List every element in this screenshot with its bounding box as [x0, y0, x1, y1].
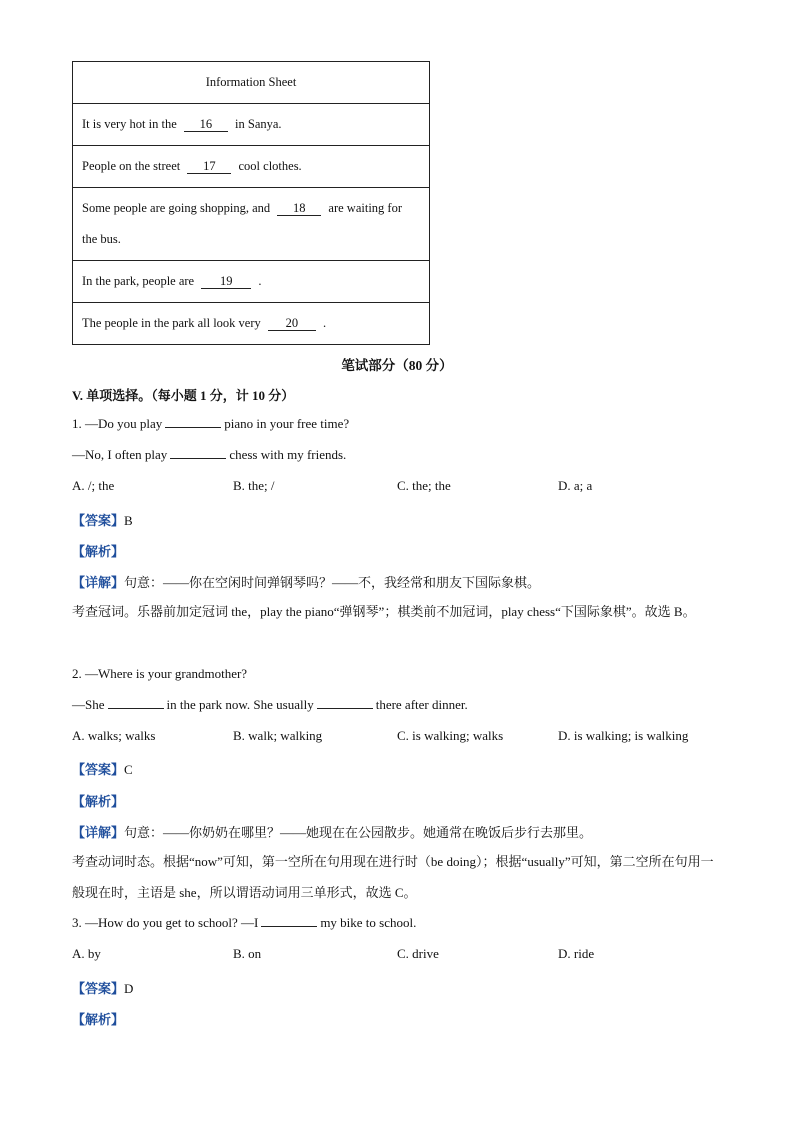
answer-line: [72, 510, 133, 529]
row-text: in Sanya.: [235, 117, 282, 131]
answer-value: B: [124, 513, 133, 528]
table-row: [73, 303, 430, 345]
answer-label: 【答案】: [72, 762, 125, 777]
blank-20: 20: [268, 317, 316, 331]
option-c: C. drive: [397, 946, 439, 961]
explanation-text: 考查冠词。乐器前加定冠词 the，play the piano“弹钢琴”；棋类前不加冠词，play chess“下国际象棋”。故选 B。: [72, 604, 696, 619]
answer-blank: [170, 447, 226, 459]
detail-text: 句意：——你奶奶在哪里？——她现在在公园散步。她通常在晚饭后步行去那里。: [124, 825, 593, 840]
answer-line: [72, 978, 133, 997]
analysis-label: 【解析】: [72, 544, 125, 559]
question-text: 1. —Do you play: [72, 416, 163, 431]
question-1-line-1: [72, 416, 349, 432]
section-title: 笔试部分（80 分）: [341, 358, 453, 373]
question-1-line-2: [72, 447, 346, 463]
answer-blank: [317, 697, 373, 709]
blank-16: 16: [184, 118, 228, 132]
table-row: [73, 188, 430, 261]
blank-18: 18: [277, 202, 321, 216]
table-row: [73, 146, 430, 188]
question-text: —She: [72, 697, 105, 712]
question-text: there after dinner.: [375, 697, 468, 712]
question-text: piano in your free time?: [224, 416, 350, 431]
answer-value: C: [124, 762, 133, 777]
option-b: B. on: [233, 946, 262, 961]
answer-line: [72, 759, 133, 778]
option-c: C. is walking; walks: [397, 728, 504, 743]
row-text: People on the street: [82, 159, 181, 173]
row-text: In the park, people are: [82, 274, 195, 288]
row-text: The people in the park all look very: [82, 316, 261, 330]
analysis-label: 【解析】: [72, 794, 125, 809]
analysis-line: [72, 1009, 124, 1028]
detail-line: [72, 822, 592, 841]
row-text: cool clothes.: [238, 159, 302, 173]
answer-blank: [165, 416, 221, 428]
answer-blank: [108, 697, 164, 709]
detail-line: [72, 572, 540, 591]
option-a: A. /; the: [72, 478, 115, 493]
analysis-label: 【解析】: [72, 1012, 125, 1027]
option-b: B. the; /: [233, 478, 275, 493]
detail-label: 【详解】: [72, 825, 125, 840]
answer-label: 【答案】: [72, 981, 125, 996]
answer-blank: [261, 915, 317, 927]
row-text: .: [258, 274, 262, 288]
option-d: D. ride: [558, 946, 595, 961]
question-2-line-2: [72, 697, 468, 713]
question-3-line-1: [72, 915, 416, 931]
table-header: Information Sheet: [73, 62, 430, 104]
question-2-line-1: 2. —Where is your grandmother?: [72, 666, 248, 681]
analysis-line: [72, 791, 124, 810]
explanation-text: 考查动词时态。根据“now”可知，第一空所在句用现在进行时（be doing）；根据“usually”可知，第二空所在句用一般现在时，主语是 she，所以谓语动词用三单形式，故选 C。: [72, 854, 714, 900]
table-row: [73, 261, 430, 303]
question-text: in the park now. She usually: [166, 697, 314, 712]
answer-value: D: [124, 981, 134, 996]
table-row: [73, 104, 430, 146]
blank-19: 19: [201, 275, 251, 289]
section-heading: V. 单项选择。（每小题 1 分，计 10 分）: [72, 388, 295, 403]
blank-17: 17: [187, 160, 231, 174]
option-a: A. by: [72, 946, 101, 961]
question-text: 3. —How do you get to school? —I: [72, 915, 259, 930]
option-a: A. walks; walks: [72, 728, 156, 743]
row-text: .: [323, 316, 327, 330]
information-sheet-table: [72, 61, 430, 345]
question-text: chess with my friends.: [229, 447, 347, 462]
option-b: B. walk; walking: [233, 728, 323, 743]
question-text: —No, I often play: [72, 447, 168, 462]
row-text: are waiting for the bus.: [82, 201, 402, 246]
row-text: It is very hot in the: [82, 117, 177, 131]
analysis-line: [72, 541, 124, 560]
question-text: my bike to school.: [320, 915, 417, 930]
option-d: D. is walking; is walking: [558, 728, 689, 743]
option-d: D. a; a: [558, 478, 593, 493]
answer-label: 【答案】: [72, 513, 125, 528]
row-text: Some people are going shopping, and: [82, 201, 271, 215]
detail-text: 句意：——你在空闲时间弹钢琴吗？——不，我经常和朋友下国际象棋。: [124, 575, 541, 590]
detail-label: 【详解】: [72, 575, 125, 590]
option-c: C. the; the: [397, 478, 451, 493]
